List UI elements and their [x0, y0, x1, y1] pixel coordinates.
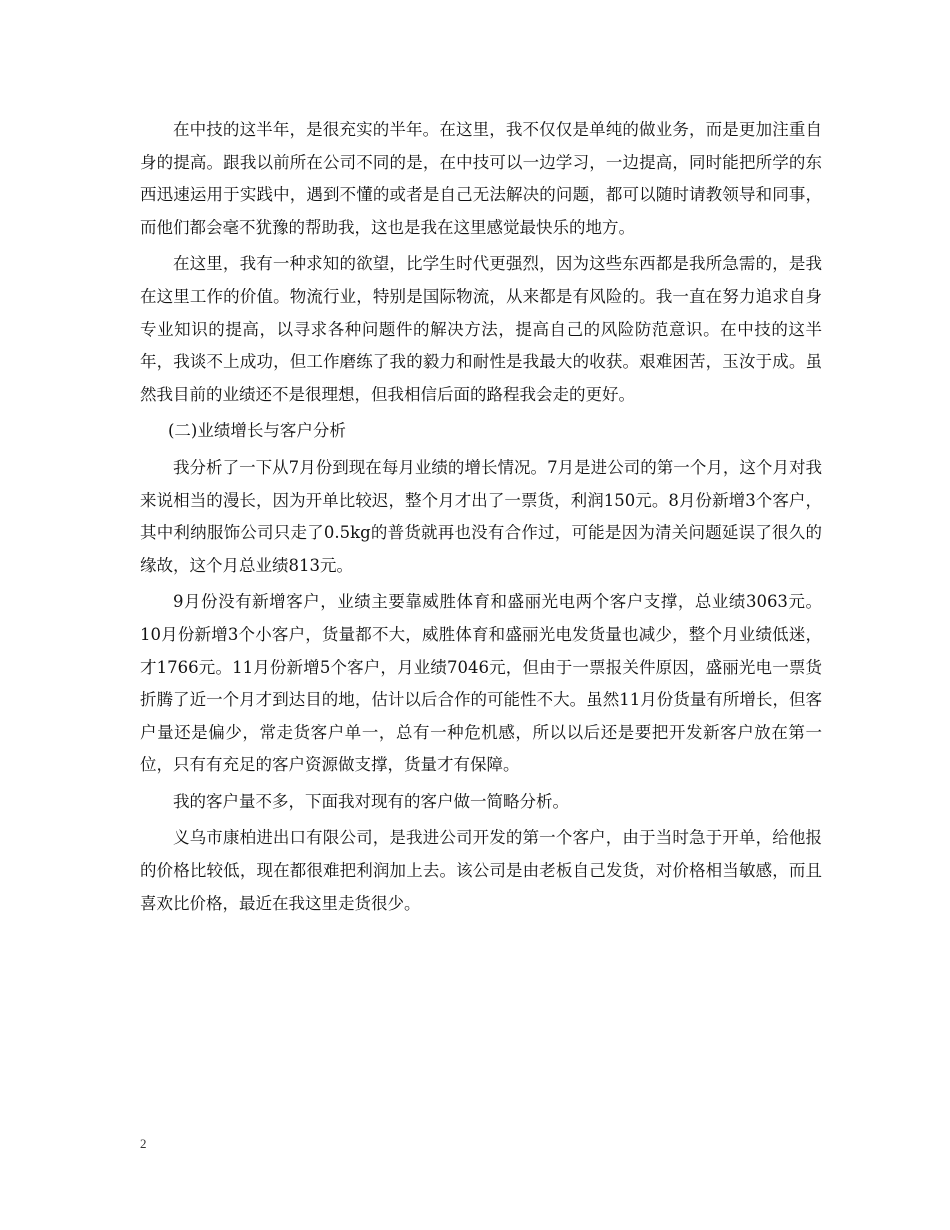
document-body — [140, 114, 822, 924]
paragraph-desire-for-knowledge: 在这里，我有一种求知的欲望，比学生时代更强烈，因为这些东西都是我所急需的，是我在这里工作的价值。物流行业，特别是国际物流，从来都是有风险的。我一直在努力追求自身专业知识的提高，以寻求各种问题件的解决方法，提高自己的风险防范意识。在中技的这半年，我谈不上成功，但工作磨练了我的毅力和耐性是我最大的收获。艰难困苦，玉汝于成。虽然我目前的业绩还不是很理想，但我相信后面的路程我会走的更好。 — [140, 254, 822, 404]
paragraph-customer-intro: 我的客户量不多，下面我对现有的客户做一简略分析。 — [173, 791, 569, 811]
paragraph-sept-nov-analysis: 9月份没有新增客户，业绩主要靠威胜体育和盛丽光电两个客户支撑，总业绩3063元。10月份新增3个小客户，货量都不大，威胜体育和盛丽光电发货量也减少，整个月业绩低迷，才1766元。11月份新增5个客户，月业绩7046元，但由于一票报关件原因，盛丽光电一票货折腾了近一个月才到达目的地，估计以后合作的可能性不大。虽然11月份货量有所增长，但客户量还是偏少，常走货客户单一，总有一种危机感，所以以后还是要把开发新客户放在第一位，只有有充足的客户资源做支撑，货量才有保障。 — [140, 592, 822, 775]
section-heading-performance: (二)业绩增长与客户分析 — [168, 421, 346, 441]
page-number: 2 — [140, 1136, 147, 1151]
paragraph-july-august-analysis: 我分析了一下从7月份到现在每月业绩的增长情况。7月是进公司的第一个月，这个月对我来说相当的漫长，因为开单比较迟，整个月才出了一票货，利润150元。8月份新增3个客户，其中利纳服饰公司只走了0.5kg的普货就再也没有合作过，可能是因为清关问题延误了很久的缘故，这个月总业绩813元。 — [140, 457, 822, 575]
paragraph-half-year-summary: 在中技的这半年，是很充实的半年。在这里，我不仅仅是单纯的做业务，而是更加注重自身的提高。跟我以前所在公司不同的是，在中技可以一边学习，一边提高，同时能把所学的东西迅速运用于实践中，遇到不懂的或者是自己无法解决的问题，都可以随时请教领导和同事，而他们都会毫不犹豫的帮助我，这也是我在这里感觉最快乐的地方。 — [140, 120, 822, 237]
paragraph-kangbai-customer: 义乌市康柏进出口有限公司，是我进公司开发的第一个客户，由于当时急于开单，给他报的价格比较低，现在都很难把利润加上去。该公司是由老板自己发货，对价格相当敏感，而且喜欢比价格，最近在我这里走货很少。 — [140, 828, 822, 913]
